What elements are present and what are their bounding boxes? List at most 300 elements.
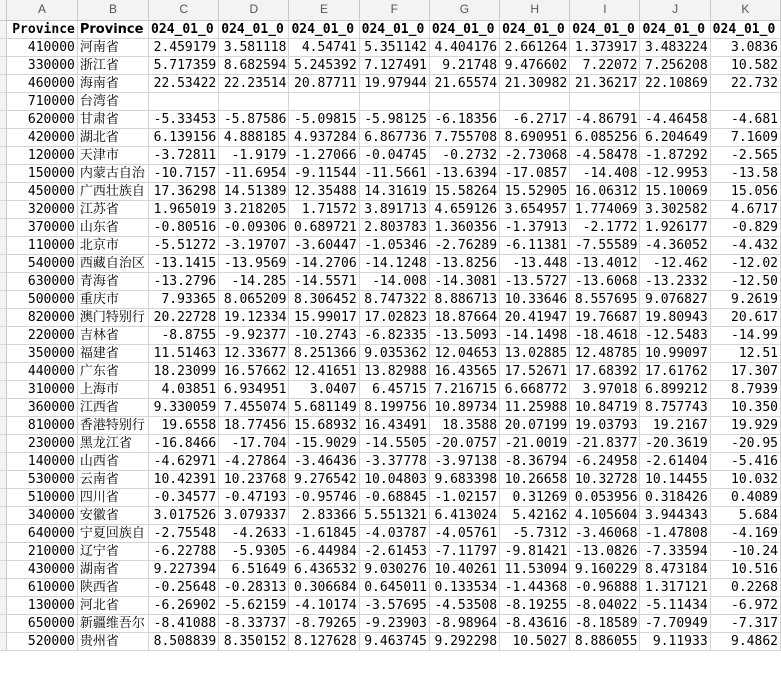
province-name-cell[interactable]: 四川省 — [77, 488, 148, 506]
data-cell[interactable]: 15.99017 — [289, 308, 359, 326]
data-cell[interactable]: -2.1772 — [570, 218, 640, 236]
data-cell[interactable]: 17.02823 — [359, 308, 429, 326]
data-cell[interactable]: -8.36794 — [500, 452, 570, 470]
data-cell[interactable]: 6.668772 — [500, 380, 570, 398]
province-name-cell[interactable]: 台湾省 — [77, 92, 148, 110]
data-cell[interactable]: 17.307 — [710, 362, 780, 380]
data-cell[interactable]: -6.11381 — [500, 236, 570, 254]
data-cell[interactable]: -6.24958 — [570, 452, 640, 470]
data-cell[interactable]: 16.43565 — [429, 362, 499, 380]
header-cell[interactable]: 024_01_0 — [570, 20, 640, 38]
data-cell[interactable]: 8.251366 — [289, 344, 359, 362]
province-name-cell[interactable]: 广东省 — [77, 362, 148, 380]
data-cell[interactable]: -14.99 — [710, 326, 780, 344]
province-code-cell[interactable]: 110000 — [7, 236, 78, 254]
data-cell[interactable]: -4.10174 — [289, 596, 359, 614]
data-cell[interactable]: -0.68845 — [359, 488, 429, 506]
data-cell[interactable]: -6.22788 — [149, 542, 219, 560]
data-cell[interactable]: 21.30982 — [500, 74, 570, 92]
data-cell[interactable]: 3.97018 — [570, 380, 640, 398]
province-name-cell[interactable]: 贵州省 — [77, 632, 148, 650]
data-cell[interactable]: 3.483224 — [640, 38, 710, 56]
column-header-e[interactable]: E — [289, 0, 359, 20]
data-cell[interactable]: -14.5505 — [359, 434, 429, 452]
data-cell[interactable]: -10.24 — [710, 542, 780, 560]
data-cell[interactable]: -9.23903 — [359, 614, 429, 632]
header-cell[interactable]: 024_01_0 — [429, 20, 499, 38]
data-cell[interactable]: -0.829 — [710, 218, 780, 236]
province-code-cell[interactable]: 210000 — [7, 542, 78, 560]
province-code-cell[interactable]: 430000 — [7, 560, 78, 578]
column-header-j[interactable]: J — [640, 0, 710, 20]
data-cell[interactable]: -0.09306 — [219, 218, 289, 236]
province-code-cell[interactable]: 150000 — [7, 164, 78, 182]
province-name-cell[interactable]: 上海市 — [77, 380, 148, 398]
data-cell[interactable]: 8.886713 — [429, 290, 499, 308]
column-header-k[interactable]: K — [710, 0, 780, 20]
data-cell[interactable]: 10.40261 — [429, 560, 499, 578]
province-name-cell[interactable]: 广西壮族自 — [77, 182, 148, 200]
data-cell[interactable]: -12.462 — [640, 254, 710, 272]
data-cell[interactable]: -7.11797 — [429, 542, 499, 560]
data-cell[interactable]: 17.52671 — [500, 362, 570, 380]
data-cell[interactable]: 6.413024 — [429, 506, 499, 524]
data-cell[interactable]: 14.51389 — [219, 182, 289, 200]
data-cell[interactable]: 6.934951 — [219, 380, 289, 398]
data-cell[interactable]: -12.02 — [710, 254, 780, 272]
data-cell[interactable]: 12.41651 — [289, 362, 359, 380]
data-cell[interactable]: 3.017526 — [149, 506, 219, 524]
data-cell[interactable]: 13.82988 — [359, 362, 429, 380]
data-cell[interactable]: -14.3081 — [429, 272, 499, 290]
data-cell[interactable]: 10.032 — [710, 470, 780, 488]
data-cell[interactable]: 18.77456 — [219, 416, 289, 434]
data-cell[interactable]: 19.76687 — [570, 308, 640, 326]
data-cell[interactable]: 17.68392 — [570, 362, 640, 380]
header-cell[interactable]: 024_01_0 — [149, 20, 219, 38]
province-name-cell[interactable]: 湖北省 — [77, 128, 148, 146]
province-name-cell[interactable]: 陕西省 — [77, 578, 148, 596]
province-code-cell[interactable]: 220000 — [7, 326, 78, 344]
data-cell[interactable]: 8.557695 — [570, 290, 640, 308]
province-name-cell[interactable]: 江苏省 — [77, 200, 148, 218]
data-cell[interactable]: -6.972 — [710, 596, 780, 614]
data-cell[interactable]: -1.37913 — [500, 218, 570, 236]
data-cell[interactable]: -0.96888 — [570, 578, 640, 596]
data-cell[interactable]: 10.42391 — [149, 470, 219, 488]
data-cell[interactable]: -20.0757 — [429, 434, 499, 452]
header-cell[interactable]: 024_01_0 — [710, 20, 780, 38]
data-cell[interactable]: -14.408 — [570, 164, 640, 182]
data-cell[interactable]: 6.204649 — [640, 128, 710, 146]
data-cell[interactable]: -8.98964 — [429, 614, 499, 632]
data-cell[interactable]: -21.8377 — [570, 434, 640, 452]
data-cell[interactable]: -10.7157 — [149, 164, 219, 182]
data-cell[interactable]: -14.008 — [359, 272, 429, 290]
province-code-cell[interactable]: 630000 — [7, 272, 78, 290]
data-cell[interactable]: -8.33737 — [219, 614, 289, 632]
data-cell[interactable]: -2.61453 — [359, 542, 429, 560]
province-code-cell[interactable]: 230000 — [7, 434, 78, 452]
header-cell[interactable]: 024_01_0 — [289, 20, 359, 38]
data-cell[interactable]: -3.46436 — [289, 452, 359, 470]
data-cell[interactable]: 5.351142 — [359, 38, 429, 56]
data-cell[interactable]: 8.7939 — [710, 380, 780, 398]
data-cell[interactable]: -13.5727 — [500, 272, 570, 290]
data-cell[interactable]: 4.03851 — [149, 380, 219, 398]
province-name-cell[interactable]: 宁夏回族自 — [77, 524, 148, 542]
data-cell[interactable]: 6.139156 — [149, 128, 219, 146]
data-cell[interactable]: 8.886055 — [570, 632, 640, 650]
data-cell[interactable]: 20.87711 — [289, 74, 359, 92]
data-cell[interactable]: 10.350 — [710, 398, 780, 416]
data-cell[interactable]: 5.42162 — [500, 506, 570, 524]
data-cell[interactable]: 10.33646 — [500, 290, 570, 308]
province-name-cell[interactable]: 澳门特别行 — [77, 308, 148, 326]
data-cell[interactable]: -1.44368 — [500, 578, 570, 596]
data-cell[interactable]: -8.8755 — [149, 326, 219, 344]
data-cell[interactable]: 9.11933 — [640, 632, 710, 650]
data-cell[interactable]: -14.2706 — [289, 254, 359, 272]
data-cell[interactable]: 15.10069 — [640, 182, 710, 200]
data-cell[interactable]: -15.9029 — [289, 434, 359, 452]
data-cell[interactable]: 6.51649 — [219, 560, 289, 578]
data-cell[interactable]: -5.87586 — [219, 110, 289, 128]
data-cell[interactable]: -7.33594 — [640, 542, 710, 560]
data-cell[interactable]: 9.160229 — [570, 560, 640, 578]
data-cell[interactable]: 2.459179 — [149, 38, 219, 56]
data-cell[interactable]: -6.26902 — [149, 596, 219, 614]
province-name-cell[interactable]: 云南省 — [77, 470, 148, 488]
data-cell[interactable]: -0.47193 — [219, 488, 289, 506]
data-cell[interactable]: 8.690951 — [500, 128, 570, 146]
data-cell[interactable]: 6.899212 — [640, 380, 710, 398]
data-cell[interactable]: 15.52905 — [500, 182, 570, 200]
data-cell[interactable]: 1.965019 — [149, 200, 219, 218]
data-cell[interactable]: -4.27864 — [219, 452, 289, 470]
column-header-f[interactable]: F — [359, 0, 429, 20]
data-cell[interactable]: 5.681149 — [289, 398, 359, 416]
data-cell[interactable]: -12.50 — [710, 272, 780, 290]
data-cell[interactable]: 9.227394 — [149, 560, 219, 578]
data-cell[interactable]: 4.404176 — [429, 38, 499, 56]
data-cell[interactable]: 0.133534 — [429, 578, 499, 596]
data-cell[interactable]: 16.06312 — [570, 182, 640, 200]
data-cell[interactable]: 3.079337 — [219, 506, 289, 524]
data-cell[interactable]: -13.4012 — [570, 254, 640, 272]
header-cell[interactable]: 024_01_0 — [359, 20, 429, 38]
data-cell[interactable]: 19.929 — [710, 416, 780, 434]
province-name-cell[interactable]: 河南省 — [77, 38, 148, 56]
data-cell[interactable]: -20.3619 — [640, 434, 710, 452]
data-cell[interactable]: -12.5483 — [640, 326, 710, 344]
data-cell[interactable]: 3.891713 — [359, 200, 429, 218]
data-cell[interactable]: 21.36217 — [570, 74, 640, 92]
province-code-cell[interactable]: 420000 — [7, 128, 78, 146]
column-header-g[interactable]: G — [429, 0, 499, 20]
data-cell[interactable]: -14.1248 — [359, 254, 429, 272]
province-code-cell[interactable]: 450000 — [7, 182, 78, 200]
data-cell[interactable]: 16.43491 — [359, 416, 429, 434]
data-cell[interactable]: -0.04745 — [359, 146, 429, 164]
data-cell[interactable]: -5.09815 — [289, 110, 359, 128]
data-cell[interactable]: 19.2167 — [640, 416, 710, 434]
data-cell[interactable]: 2.83366 — [289, 506, 359, 524]
data-cell[interactable]: -18.4618 — [570, 326, 640, 344]
data-cell[interactable]: 3.302582 — [640, 200, 710, 218]
province-name-cell[interactable]: 香港特别行 — [77, 416, 148, 434]
province-code-cell[interactable]: 460000 — [7, 74, 78, 92]
data-cell[interactable]: -13.0826 — [570, 542, 640, 560]
data-cell[interactable]: -1.9179 — [219, 146, 289, 164]
data-cell[interactable]: 5.551321 — [359, 506, 429, 524]
data-cell[interactable]: -4.05761 — [429, 524, 499, 542]
data-cell[interactable]: 15.056 — [710, 182, 780, 200]
data-cell[interactable]: 8.508839 — [149, 632, 219, 650]
province-name-cell[interactable]: 福建省 — [77, 344, 148, 362]
data-cell[interactable]: 4.6717 — [710, 200, 780, 218]
data-cell[interactable]: 19.6558 — [149, 416, 219, 434]
data-cell[interactable]: 22.23514 — [219, 74, 289, 92]
province-code-cell[interactable]: 500000 — [7, 290, 78, 308]
province-name-cell[interactable]: 新疆维吾尔 — [77, 614, 148, 632]
data-cell[interactable]: -5.98125 — [359, 110, 429, 128]
province-name-cell[interactable]: 浙江省 — [77, 56, 148, 74]
data-cell[interactable]: -2.75548 — [149, 524, 219, 542]
data-cell[interactable]: 9.683398 — [429, 470, 499, 488]
header-cell[interactable]: Province — [77, 20, 148, 38]
data-cell[interactable]: -20.95 — [710, 434, 780, 452]
province-code-cell[interactable]: 620000 — [7, 110, 78, 128]
data-cell[interactable]: 0.4089 — [710, 488, 780, 506]
data-cell[interactable]: 9.330059 — [149, 398, 219, 416]
data-cell[interactable]: -0.34577 — [149, 488, 219, 506]
province-code-cell[interactable]: 410000 — [7, 38, 78, 56]
data-cell[interactable]: -5.62159 — [219, 596, 289, 614]
data-cell[interactable]: 2.661264 — [500, 38, 570, 56]
data-cell[interactable]: 6.45715 — [359, 380, 429, 398]
data-cell[interactable]: 14.31619 — [359, 182, 429, 200]
data-cell[interactable]: -14.285 — [219, 272, 289, 290]
data-cell[interactable]: -5.33453 — [149, 110, 219, 128]
data-cell[interactable]: 3.944343 — [640, 506, 710, 524]
column-header-a[interactable]: A — [7, 0, 78, 20]
data-cell[interactable]: 18.3588 — [429, 416, 499, 434]
province-name-cell[interactable]: 湖南省 — [77, 560, 148, 578]
data-cell[interactable]: 10.84719 — [570, 398, 640, 416]
data-cell[interactable]: -5.7312 — [500, 524, 570, 542]
data-cell[interactable]: -4.169 — [710, 524, 780, 542]
data-cell[interactable]: 17.36298 — [149, 182, 219, 200]
data-cell[interactable]: -3.57695 — [359, 596, 429, 614]
data-cell[interactable]: 8.757743 — [640, 398, 710, 416]
data-cell[interactable]: 0.645011 — [359, 578, 429, 596]
data-cell[interactable] — [359, 92, 429, 110]
province-code-cell[interactable]: 510000 — [7, 488, 78, 506]
data-cell[interactable]: 7.755708 — [429, 128, 499, 146]
data-cell[interactable]: 8.127628 — [289, 632, 359, 650]
data-cell[interactable]: 3.581118 — [219, 38, 289, 56]
data-cell[interactable]: 10.89734 — [429, 398, 499, 416]
data-cell[interactable]: -9.92377 — [219, 326, 289, 344]
data-cell[interactable]: -13.58 — [710, 164, 780, 182]
data-cell[interactable]: -13.448 — [500, 254, 570, 272]
data-cell[interactable]: -14.5571 — [289, 272, 359, 290]
data-cell[interactable]: 18.87664 — [429, 308, 499, 326]
data-cell[interactable]: -2.61404 — [640, 452, 710, 470]
data-cell[interactable]: -0.25648 — [149, 578, 219, 596]
data-cell[interactable]: 11.51463 — [149, 344, 219, 362]
province-name-cell[interactable]: 安徽省 — [77, 506, 148, 524]
data-cell[interactable]: -13.1415 — [149, 254, 219, 272]
data-cell[interactable]: -13.2796 — [149, 272, 219, 290]
data-cell[interactable]: 20.617 — [710, 308, 780, 326]
data-cell[interactable]: 18.23099 — [149, 362, 219, 380]
column-header-b[interactable]: B — [77, 0, 148, 20]
province-name-cell[interactable]: 吉林省 — [77, 326, 148, 344]
province-code-cell[interactable]: 330000 — [7, 56, 78, 74]
data-cell[interactable]: -17.0857 — [500, 164, 570, 182]
data-cell[interactable]: -6.2717 — [500, 110, 570, 128]
data-cell[interactable]: 5.245392 — [289, 56, 359, 74]
data-cell[interactable]: -4.46458 — [640, 110, 710, 128]
data-cell[interactable]: 9.030276 — [359, 560, 429, 578]
data-cell[interactable]: 8.065209 — [219, 290, 289, 308]
data-cell[interactable]: 20.07199 — [500, 416, 570, 434]
data-cell[interactable]: 11.53094 — [500, 560, 570, 578]
data-cell[interactable]: -3.19707 — [219, 236, 289, 254]
data-cell[interactable]: -8.43616 — [500, 614, 570, 632]
data-cell[interactable]: -4.86791 — [570, 110, 640, 128]
data-cell[interactable]: 8.682594 — [219, 56, 289, 74]
data-cell[interactable] — [429, 92, 499, 110]
data-cell[interactable] — [710, 92, 780, 110]
data-cell[interactable]: -4.36052 — [640, 236, 710, 254]
province-name-cell[interactable]: 天津市 — [77, 146, 148, 164]
data-cell[interactable]: -3.97138 — [429, 452, 499, 470]
data-cell[interactable]: -5.9305 — [219, 542, 289, 560]
data-cell[interactable]: 12.04653 — [429, 344, 499, 362]
province-code-cell[interactable]: 350000 — [7, 344, 78, 362]
data-cell[interactable]: 19.03793 — [570, 416, 640, 434]
data-cell[interactable]: -7.317 — [710, 614, 780, 632]
data-cell[interactable]: 10.5027 — [500, 632, 570, 650]
data-cell[interactable]: -9.81421 — [500, 542, 570, 560]
data-cell[interactable]: 10.14455 — [640, 470, 710, 488]
data-cell[interactable]: -0.28313 — [219, 578, 289, 596]
data-cell[interactable]: -6.44984 — [289, 542, 359, 560]
data-cell[interactable]: 9.276542 — [289, 470, 359, 488]
data-cell[interactable]: -6.82335 — [359, 326, 429, 344]
province-name-cell[interactable]: 重庆市 — [77, 290, 148, 308]
data-cell[interactable]: 8.747322 — [359, 290, 429, 308]
data-cell[interactable]: -4.03787 — [359, 524, 429, 542]
province-code-cell[interactable]: 360000 — [7, 398, 78, 416]
data-cell[interactable]: -10.2743 — [289, 326, 359, 344]
data-cell[interactable]: 3.218205 — [219, 200, 289, 218]
column-header-i[interactable]: I — [570, 0, 640, 20]
data-cell[interactable]: 12.51 — [710, 344, 780, 362]
data-cell[interactable]: 4.937284 — [289, 128, 359, 146]
data-cell[interactable]: -13.6394 — [429, 164, 499, 182]
data-cell[interactable]: -21.0019 — [500, 434, 570, 452]
data-cell[interactable]: -16.8466 — [149, 434, 219, 452]
data-cell[interactable]: -13.8256 — [429, 254, 499, 272]
data-cell[interactable]: 1.71572 — [289, 200, 359, 218]
province-code-cell[interactable]: 810000 — [7, 416, 78, 434]
data-cell[interactable]: 1.373917 — [570, 38, 640, 56]
data-cell[interactable] — [500, 92, 570, 110]
data-cell[interactable]: -0.2732 — [429, 146, 499, 164]
data-cell[interactable]: 4.888185 — [219, 128, 289, 146]
province-code-cell[interactable]: 640000 — [7, 524, 78, 542]
data-cell[interactable]: -13.6068 — [570, 272, 640, 290]
province-name-cell[interactable]: 山西省 — [77, 452, 148, 470]
province-code-cell[interactable]: 320000 — [7, 200, 78, 218]
data-cell[interactable]: 3.0407 — [289, 380, 359, 398]
data-cell[interactable]: 19.80943 — [640, 308, 710, 326]
data-cell[interactable]: -1.05346 — [359, 236, 429, 254]
data-cell[interactable]: 1.317121 — [640, 578, 710, 596]
data-cell[interactable]: 21.65574 — [429, 74, 499, 92]
data-cell[interactable]: 6.867736 — [359, 128, 429, 146]
data-cell[interactable]: 20.22728 — [149, 308, 219, 326]
data-cell[interactable]: 22.53422 — [149, 74, 219, 92]
data-cell[interactable]: 10.26658 — [500, 470, 570, 488]
data-cell[interactable]: -2.76289 — [429, 236, 499, 254]
data-cell[interactable]: -8.41088 — [149, 614, 219, 632]
data-cell[interactable]: 7.127491 — [359, 56, 429, 74]
province-name-cell[interactable]: 河北省 — [77, 596, 148, 614]
province-name-cell[interactable]: 西藏自治区 — [77, 254, 148, 272]
data-cell[interactable]: -3.72811 — [149, 146, 219, 164]
data-cell[interactable]: 9.4862 — [710, 632, 780, 650]
province-code-cell[interactable]: 520000 — [7, 632, 78, 650]
data-cell[interactable]: 4.54741 — [289, 38, 359, 56]
data-cell[interactable]: 1.360356 — [429, 218, 499, 236]
data-cell[interactable]: -8.18589 — [570, 614, 640, 632]
data-cell[interactable]: -4.432 — [710, 236, 780, 254]
data-cell[interactable]: 7.455074 — [219, 398, 289, 416]
data-cell[interactable]: 19.12334 — [219, 308, 289, 326]
data-cell[interactable]: -7.70949 — [640, 614, 710, 632]
data-cell[interactable]: 6.436532 — [289, 560, 359, 578]
province-name-cell[interactable]: 甘肃省 — [77, 110, 148, 128]
data-cell[interactable]: 5.717359 — [149, 56, 219, 74]
data-cell[interactable]: -6.18356 — [429, 110, 499, 128]
data-cell[interactable] — [640, 92, 710, 110]
data-cell[interactable]: -1.61845 — [289, 524, 359, 542]
data-cell[interactable]: -3.46068 — [570, 524, 640, 542]
data-cell[interactable]: -3.60447 — [289, 236, 359, 254]
data-cell[interactable]: 4.659126 — [429, 200, 499, 218]
data-cell[interactable]: 16.57662 — [219, 362, 289, 380]
province-name-cell[interactable]: 江西省 — [77, 398, 148, 416]
data-cell[interactable]: 8.350152 — [219, 632, 289, 650]
province-code-cell[interactable]: 530000 — [7, 470, 78, 488]
data-cell[interactable]: 0.31269 — [500, 488, 570, 506]
data-cell[interactable]: 9.2619 — [710, 290, 780, 308]
province-name-cell[interactable]: 辽宁省 — [77, 542, 148, 560]
data-cell[interactable]: -4.681 — [710, 110, 780, 128]
data-cell[interactable]: 9.21748 — [429, 56, 499, 74]
data-cell[interactable]: -5.416 — [710, 452, 780, 470]
data-cell[interactable]: 8.306452 — [289, 290, 359, 308]
data-cell[interactable]: -1.47808 — [640, 524, 710, 542]
data-cell[interactable]: 13.02885 — [500, 344, 570, 362]
data-cell[interactable]: -4.62971 — [149, 452, 219, 470]
data-cell[interactable] — [219, 92, 289, 110]
